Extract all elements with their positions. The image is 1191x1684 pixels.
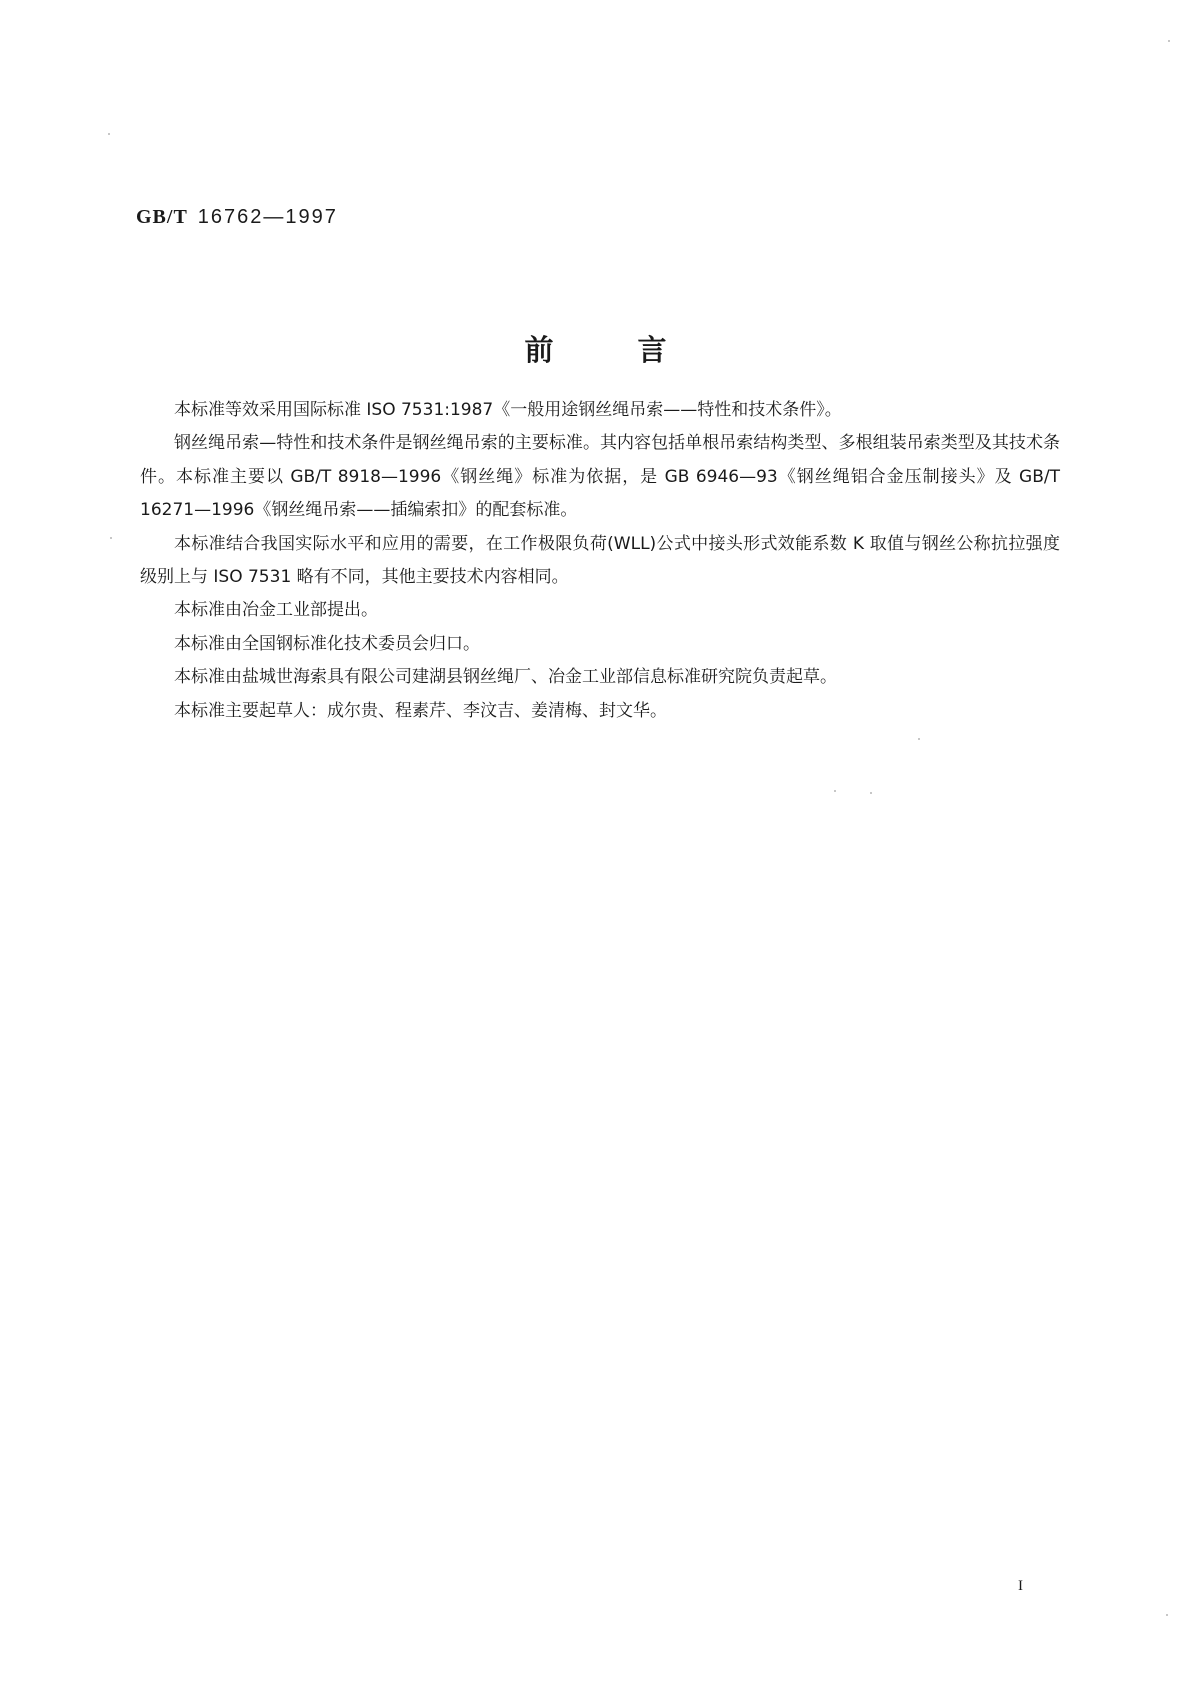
paragraph-differences: 本标准结合我国实际水平和应用的需要，在工作极限负荷(WLL)公式中接头形式效能系数 K 取值与钢丝公称抗拉强度级别上与 ISO 7531 略有不同，其他主要技术内容相同。 — [140, 533, 1060, 588]
scan-speck — [1166, 1614, 1168, 1616]
paragraph-centralized: 本标准由全国钢标准化技术委员会归口。 — [174, 633, 480, 654]
scan-speck — [834, 790, 836, 792]
scan-speck — [870, 792, 872, 794]
standard-code: 16762—1997 — [197, 206, 338, 228]
paragraph-drafters: 本标准主要起草人：成尔贵、程素芹、李汶吉、姜清梅、封文华。 — [174, 700, 667, 721]
scan-speck — [918, 738, 920, 740]
scan-speck — [1168, 40, 1170, 42]
paragraph-scope: 钢丝绳吊索—特性和技术条件是钢丝绳吊索的主要标准。其内容包括单根吊索结构类型、多根组装吊索类型及其技术条件。本标准主要以 GB/T 8918—1996《钢丝绳》标准为依据，是 GB 6946—93《钢丝绳铝合金压制接头》及 GB/T 16271—1996《钢丝绳吊索——插编索扣》的配套标准。 — [140, 433, 1060, 521]
paragraph-adoption: 本标准等效采用国际标准 ISO 7531:1987《一般用途钢丝绳吊索——特性和技术条件》。 — [174, 400, 842, 420]
scan-speck — [110, 537, 112, 539]
foreword-body — [140, 394, 1060, 728]
page-number: I — [1018, 1578, 1023, 1594]
standard-prefix: GB/T — [136, 206, 188, 228]
standard-number — [136, 206, 338, 229]
paragraph-drafting-units: 本标准由盐城世海索具有限公司建湖县钢丝绳厂、冶金工业部信息标准研究院负责起草。 — [174, 667, 837, 688]
page-title: 前言 — [524, 333, 751, 367]
scan-speck — [108, 133, 110, 135]
paragraph-proposer: 本标准由冶金工业部提出。 — [174, 600, 378, 621]
